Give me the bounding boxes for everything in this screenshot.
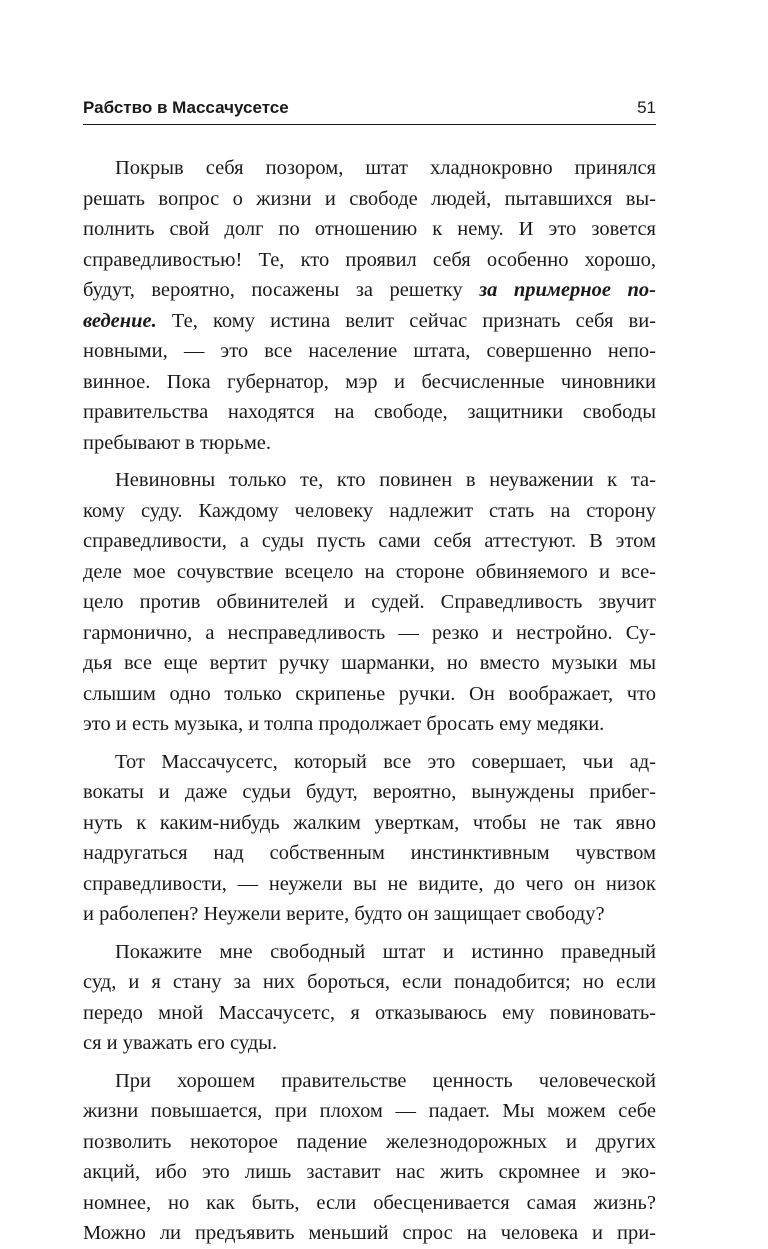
page-number: 51 <box>637 98 656 117</box>
text-line: Покрыв себя позором, штат хладнокровно принялся <box>115 157 656 179</box>
text-line: передо мной Массачусетс, я отказываюсь ему повиновать- <box>83 1001 656 1024</box>
paragraph <box>83 153 656 458</box>
text-line: справедливостью! Те, кто проявил себя особенно хорошо, <box>83 248 656 271</box>
text-line: жизни повышается, при плохом — падает. Мы можем себе <box>83 1100 656 1122</box>
emphasis-text: ведение. <box>83 309 157 332</box>
text-line: Невиновны только те, кто повинен в неуважении к та- <box>115 469 656 491</box>
text-run: будут, вероятно, посажены за решетку <box>83 279 480 301</box>
text-run: Те, кому истина велит сейчас признать себя ви- <box>156 309 656 332</box>
text-line: справедливости, — неужели вы не видите, до чего он низок <box>83 872 656 895</box>
paragraph <box>83 1066 656 1249</box>
text-line: суд, и я стану за них бороться, если понадобится; но если <box>83 971 656 993</box>
text-line: полнить свой долг по отношению к нему. И это зовется <box>83 218 656 240</box>
running-head <box>83 96 656 125</box>
text-line: вокаты и даже судьи будут, вероятно, вынуждены прибег- <box>83 781 656 803</box>
text-line: кому суду. Каждому человеку надлежит стать на сторону <box>83 499 656 522</box>
text-line: деле мое сочувствие всецело на стороне обвиняемого и все- <box>83 560 656 583</box>
running-title: Рабство в Массачусетсе <box>83 98 289 117</box>
text-line: решать вопрос о жизни и свободе людей, пытавшихся вы- <box>83 187 656 210</box>
text-line: Тот Массачусетс, который все это совершает, чьи ад- <box>115 750 656 773</box>
text-line: дья все еще вертит ручку шарманки, но вместо музыки мы <box>83 652 656 674</box>
text-line: ся и уважать его суды. <box>83 1032 278 1054</box>
text-line: надругаться над собственным инстинктивным чувством <box>83 842 656 864</box>
text-line: слышим одно только скрипенье ручки. Он воображает, что <box>83 682 656 705</box>
text-line: номнее, но как быть, если обесценивается самая жизнь? <box>83 1191 656 1214</box>
text-line: и раболепен? Неужели верите, будто он защищает свободу? <box>83 903 605 925</box>
text-line: цело против обвинителей и судей. Справедливость звучит <box>83 591 656 613</box>
paragraph <box>83 937 656 1059</box>
text-line: акций, ибо это лишь заставит нас жить скромнее и эко- <box>83 1161 656 1183</box>
paragraph <box>83 747 656 930</box>
paragraph <box>83 465 656 740</box>
text-line <box>83 306 656 337</box>
body-text <box>83 153 656 1249</box>
text-line <box>83 275 656 306</box>
text-line: При хорошем правительстве ценность человеческой <box>115 1069 656 1092</box>
text-line: нуть к каким-нибудь жалким уверткам, чтобы не так явно <box>83 811 656 834</box>
text-line: новными, — это все население штата, совершенно непо- <box>83 340 656 362</box>
text-line: гармонично, а несправедливость — резко и нестройно. Су- <box>83 621 656 644</box>
text-line: позволить некоторое падение железнодорожных и других <box>83 1130 656 1153</box>
text-line: правительства находятся на свободе, защитники свободы <box>83 401 656 423</box>
text-line: винное. Пока губернатор, мэр и бесчисленные чиновники <box>83 370 656 393</box>
text-line: справедливости, а суды пусть сами себя аттестуют. В этом <box>83 530 656 552</box>
text-line: Можно ли предъявить меньший спрос на человека и при- <box>83 1222 656 1244</box>
text-line: это и есть музыка, и толпа продолжает бросать ему медяки. <box>83 713 605 735</box>
emphasis-text: за примерное по- <box>479 279 657 301</box>
text-line: пребывают в тюрьме. <box>83 431 272 454</box>
text-line: Покажите мне свободный штат и истинно праведный <box>115 940 656 963</box>
